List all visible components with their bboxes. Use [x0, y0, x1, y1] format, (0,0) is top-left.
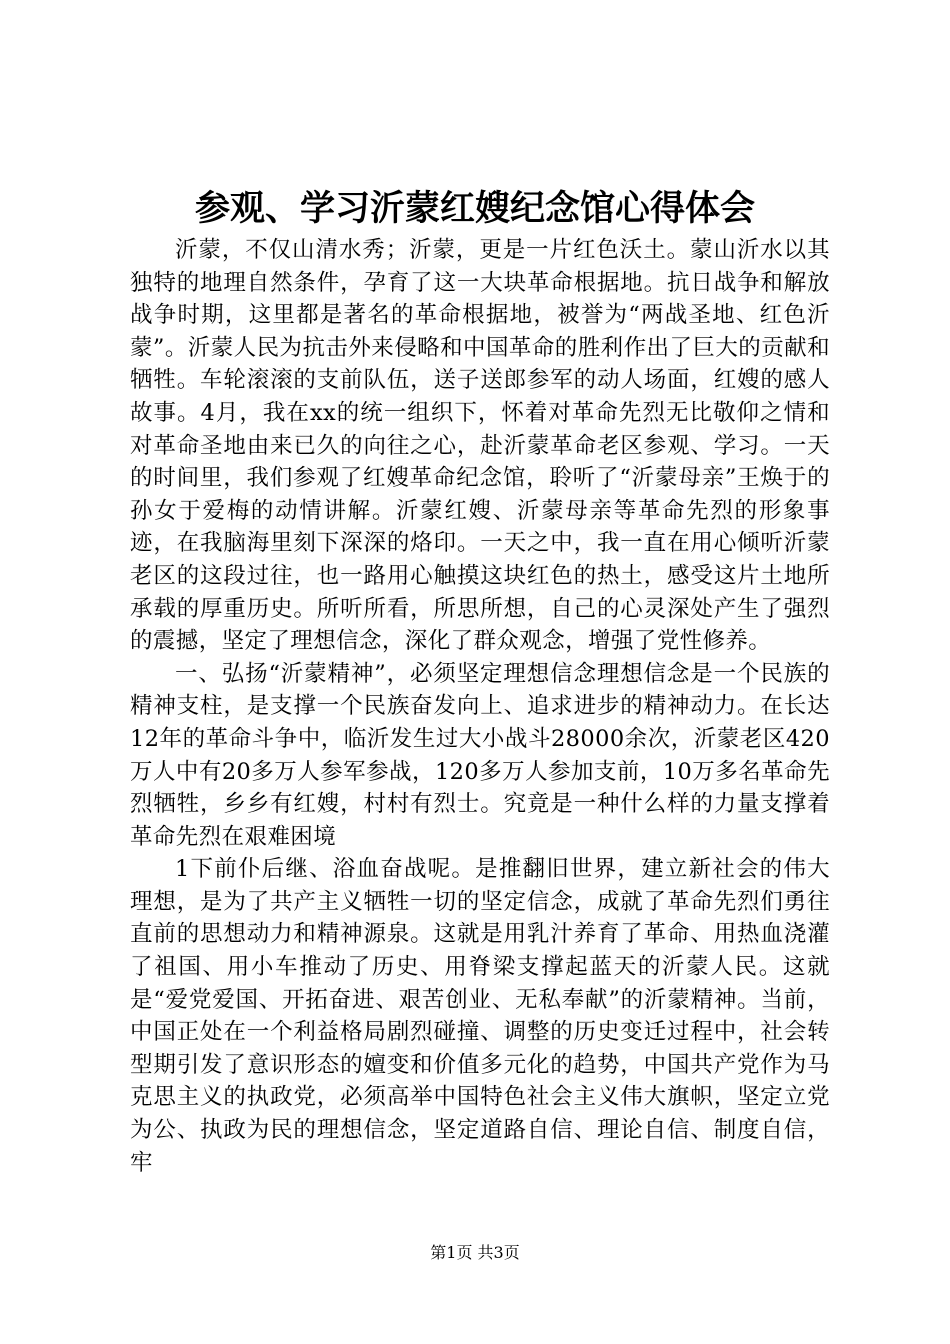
page-number-footer: 第1页 共3页 [430, 1243, 520, 1262]
paragraph-section-one: 一、弘扬“沂蒙精神”，必须坚定理想信念理想信念是一个民族的精神支柱，是支撑一个民族奋发向上、追求进步的精神动力。在长达12年的革命斗争中，临沂发生过大小战斗28000余次，沂蒙老区420万人中有20多万人参军参战，120多万人参加支前，10万多名革命先烈牺牲，乡乡有红嫂，村村有烈士。究竟是一种什么样的力量支撑着革命先烈在艰难困境 [130, 660, 830, 850]
paragraph-intro: 沂蒙，不仅山清水秀；沂蒙，更是一片红色沃土。蒙山沂水以其独特的地理自然条件，孕育了这一大块革命根据地。抗日战争和解放战争时期，这里都是著名的革命根据地，被誉为“两战圣地、红色沂蒙”。沂蒙人民为抗击外来侵略和中国革命的胜利作出了巨大的贡献和牺牲。车轮滚滚的支前队伍，送子送郎参军的动人场面，红嫂的感人故事。4月，我在xx的统一组织下，怀着对革命先烈无比敬仰之情和对革命圣地由来已久的向往之心，赴沂蒙革命老区参观、学习。一天的时间里，我们参观了红嫂革命纪念馆，聆听了“沂蒙母亲”王焕于的孙女于爱梅的动情讲解。沂蒙红嫂、沂蒙母亲等革命先烈的形象事迹，在我脑海里刻下深深的烙印。一天之中，我一直在用心倾听沂蒙老区的这段过往，也一路用心触摸这块红色的热土，感受这片土地所承载的厚重历史。所听所看，所思所想，自己的心灵深处产生了强烈的震撼，坚定了理想信念，深化了群众观念，增强了党性修养。 [130, 237, 830, 655]
document-title: 参观、学习沂蒙红嫂纪念馆心得体会 [194, 188, 755, 229]
paragraph-continuation: 1下前仆后继、浴血奋战呢。是推翻旧世界，建立新社会的伟大理想，是为了共产主义牺牲一切的坚定信念，成就了革命先烈们勇往直前的思想动力和精神源泉。这就是用乳汁养育了革命、用热血浇灌了祖国、用小车推动了历史、用脊梁支撑起蓝天的沂蒙人民。这就是“爱党爱国、开拓奋进、艰苦创业、无私奉献”的沂蒙精神。当前，中国正处在一个利益格局剧烈碰撞、调整的历史变迁过程中，社会转型期引发了意识形态的嬗变和价值多元化的趋势，中国共产党作为马克思主义的执政党，必须高举中国特色社会主义伟大旗帜，坚定立党为公、执政为民的理想信念，坚定道路自信、理论自信、制度自信，牢 [130, 856, 830, 1176]
document-body [130, 234, 830, 1179]
